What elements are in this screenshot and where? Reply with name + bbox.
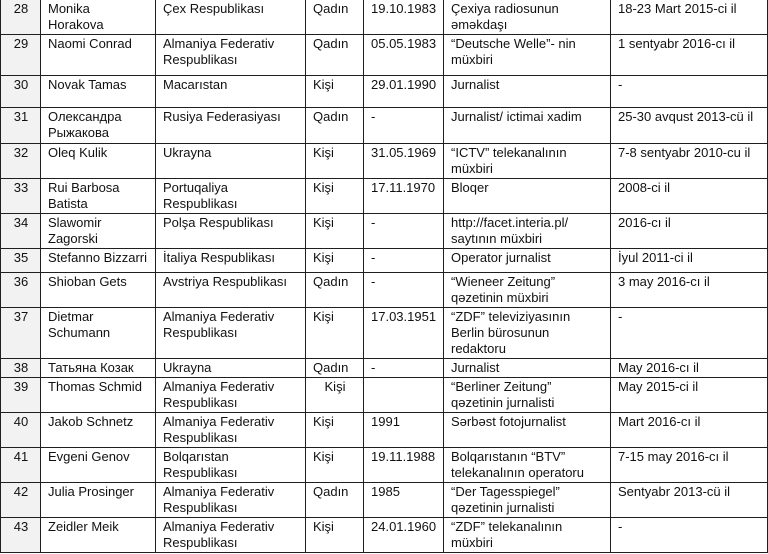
cell-gender: Qadın (306, 483, 364, 518)
cell-period: 18-23 Mart 2015-ci il (611, 0, 768, 35)
cell-dob: - (364, 273, 444, 308)
table-row (1, 0, 768, 35)
table-row (1, 214, 768, 249)
cell-dob: 05.05.1983 (364, 35, 444, 76)
cell-country: Ukrayna (156, 359, 306, 378)
cell-no: 35 (1, 249, 41, 273)
cell-gender: Kişi (306, 308, 364, 359)
cell-gender: Qadın (306, 273, 364, 308)
cell-dob: 24.01.1960 (364, 518, 444, 553)
cell-no: 40 (1, 413, 41, 448)
cell-occupation: Çexiya radiosunun əməkdaşı (444, 0, 611, 35)
cell-gender: Kişi (306, 144, 364, 179)
cell-no: 38 (1, 359, 41, 378)
table-row (1, 249, 768, 273)
cell-name: Dietmar Schumann (41, 308, 156, 359)
table-row (1, 76, 768, 108)
cell-gender: Kişi (306, 214, 364, 249)
cell-country: Almaniya Federativ Respublikası (156, 483, 306, 518)
cell-dob: 1991 (364, 413, 444, 448)
cell-no: 42 (1, 483, 41, 518)
cell-no: 39 (1, 378, 41, 413)
cell-period: May 2016-cı il (611, 359, 768, 378)
cell-period: İyul 2011-ci il (611, 249, 768, 273)
cell-gender: Kişi (306, 518, 364, 553)
table-row (1, 179, 768, 214)
cell-dob: 19.10.1983 (364, 0, 444, 35)
cell-no: 34 (1, 214, 41, 249)
cell-dob: - (364, 359, 444, 378)
cell-gender: Kişi (306, 179, 364, 214)
table-row (1, 35, 768, 76)
cell-name: Monika Horakova (41, 0, 156, 35)
table-row (1, 413, 768, 448)
cell-period: - (611, 518, 768, 553)
cell-name: Shioban Gets (41, 273, 156, 308)
cell-period: Sentyabr 2013-cü il (611, 483, 768, 518)
table-row (1, 378, 768, 413)
cell-name: Stefanno Bizzarri (41, 249, 156, 273)
cell-occupation: “ZDF” telekanalının müxbiri (444, 518, 611, 553)
cell-period: 7-8 sentyabr 2010-cu il (611, 144, 768, 179)
cell-name: Олександра Рыжакова (41, 108, 156, 144)
cell-name: Татьяна Козак (41, 359, 156, 378)
cell-country: İtaliya Respublikası (156, 249, 306, 273)
cell-country: Rusiya Federasiyası (156, 108, 306, 144)
cell-country: Ukrayna (156, 144, 306, 179)
table-body (1, 0, 768, 553)
cell-no: 43 (1, 518, 41, 553)
cell-occupation: Operator jurnalist (444, 249, 611, 273)
cell-no: 33 (1, 179, 41, 214)
cell-name: Rui Barbosa Batista (41, 179, 156, 214)
cell-period: 2016-cı il (611, 214, 768, 249)
cell-period: - (611, 308, 768, 359)
cell-no: 41 (1, 448, 41, 483)
cell-dob: - (364, 108, 444, 144)
cell-dob: 31.05.1969 (364, 144, 444, 179)
cell-dob: 29.01.1990 (364, 76, 444, 108)
cell-period: Mart 2016-cı il (611, 413, 768, 448)
cell-occupation: Jurnalist (444, 359, 611, 378)
cell-gender: Kişi (306, 249, 364, 273)
table-row (1, 448, 768, 483)
cell-dob: 17.03.1951 (364, 308, 444, 359)
table-row (1, 483, 768, 518)
cell-name: Jakob Schnetz (41, 413, 156, 448)
cell-name: Naomi Conrad (41, 35, 156, 76)
cell-dob (364, 378, 444, 413)
cell-occupation: Jurnalist/ ictimai xadim (444, 108, 611, 144)
cell-country: Almaniya Federativ Respublikası (156, 378, 306, 413)
cell-occupation: “Wieneer Zeitung” qəzetinin müxbiri (444, 273, 611, 308)
cell-no: 37 (1, 308, 41, 359)
cell-gender: Kişi (306, 448, 364, 483)
cell-period: 2008-ci il (611, 179, 768, 214)
cell-name: Thomas Schmid (41, 378, 156, 413)
cell-gender: Qadın (306, 35, 364, 76)
cell-name: Zeidler Meik (41, 518, 156, 553)
cell-dob: 17.11.1970 (364, 179, 444, 214)
cell-dob: 19.11.1988 (364, 448, 444, 483)
cell-country: Almaniya Federativ Respublikası (156, 308, 306, 359)
cell-country: Polşa Respublikası (156, 214, 306, 249)
cell-occupation: Bloqer (444, 179, 611, 214)
cell-no: 30 (1, 76, 41, 108)
cell-name: Slawomir Zagorski (41, 214, 156, 249)
cell-period: - (611, 76, 768, 108)
cell-no: 32 (1, 144, 41, 179)
table-row (1, 359, 768, 378)
cell-gender: Kişi (306, 413, 364, 448)
cell-gender: Qadın (306, 108, 364, 144)
cell-dob: 1985 (364, 483, 444, 518)
cell-gender: Qadın (306, 359, 364, 378)
table-row (1, 144, 768, 179)
cell-gender: Qadın (306, 0, 364, 35)
cell-no: 31 (1, 108, 41, 144)
cell-gender: Kişi (306, 378, 364, 413)
cell-dob: - (364, 249, 444, 273)
cell-gender: Kişi (306, 76, 364, 108)
cell-occupation: Jurnalist (444, 76, 611, 108)
cell-period: 3 may 2016-cı il (611, 273, 768, 308)
cell-name: Oleq Kulik (41, 144, 156, 179)
cell-name: Novak Tamas (41, 76, 156, 108)
cell-occupation: “Berliner Zeitung” qəzetinin jurnalisti (444, 378, 611, 413)
cell-country: Almaniya Federativ Respublikası (156, 413, 306, 448)
cell-country: Almaniya Federativ Respublikası (156, 35, 306, 76)
table-row (1, 518, 768, 553)
cell-country: Macarıstan (156, 76, 306, 108)
cell-country: Bolqarıstan Respublikası (156, 448, 306, 483)
cell-dob: - (364, 214, 444, 249)
cell-occupation: Bolqarıstanın “BTV” telekanalının operatoru (444, 448, 611, 483)
cell-name: Julia Prosinger (41, 483, 156, 518)
table-row (1, 273, 768, 308)
cell-country: Almaniya Federativ Respublikası (156, 518, 306, 553)
cell-period: May 2015-ci il (611, 378, 768, 413)
cell-period: 1 sentyabr 2016-cı il (611, 35, 768, 76)
cell-country: Avstriya Respublikası (156, 273, 306, 308)
cell-occupation: “ZDF” televiziyasının Berlin bürosunun redaktoru (444, 308, 611, 359)
cell-occupation: “Deutsche Welle”- nin müxbiri (444, 35, 611, 76)
cell-name: Evgeni Genov (41, 448, 156, 483)
cell-occupation: Sərbəst fotojurnalist (444, 413, 611, 448)
cell-occupation: “ICTV” telekanalının müxbiri (444, 144, 611, 179)
cell-country: Çex Respublikası (156, 0, 306, 35)
cell-period: 7-15 may 2016-cı il (611, 448, 768, 483)
cell-no: 29 (1, 35, 41, 76)
cell-period: 25-30 avqust 2013-cü il (611, 108, 768, 144)
cell-no: 36 (1, 273, 41, 308)
cell-occupation: “Der Tagesspiegel” qəzetinin jurnalisti (444, 483, 611, 518)
table-row (1, 108, 768, 144)
table-row (1, 308, 768, 359)
cell-no: 28 (1, 0, 41, 35)
cell-country: Portuqaliya Respublikası (156, 179, 306, 214)
cell-occupation: http://facet.interia.pl/ saytının müxbiri (444, 214, 611, 249)
